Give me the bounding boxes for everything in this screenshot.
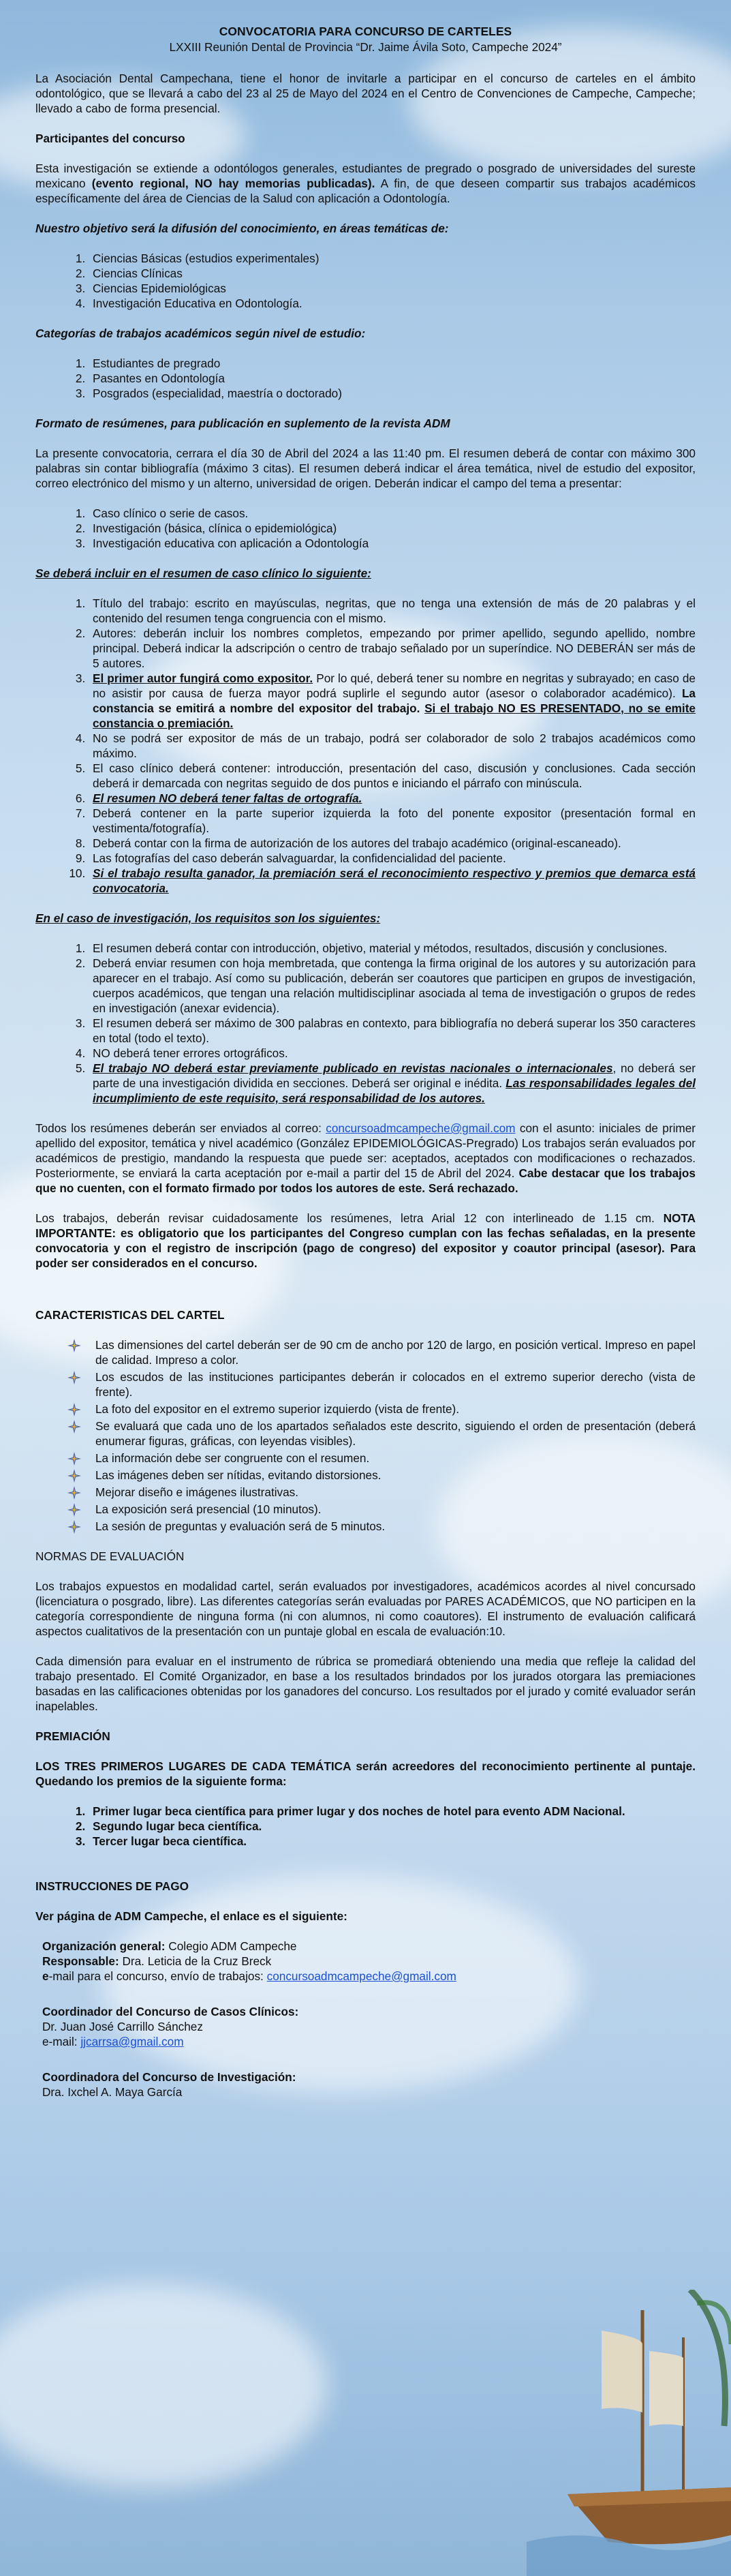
premiacion-heading: PREMIACIÓN — [35, 1729, 110, 1743]
list-item: 3. Investigación educativa con aplicación a Odontología — [89, 536, 696, 551]
label: -mail para el concurso, envío de trabajos: — [48, 1969, 267, 1983]
list-item: 1. Título del trabajo: escrito en mayúsculas, negritas, que no tenga una extensión de más de 20 palabras y el contenido del resumen tenga congruencia con el mismo. — [89, 596, 696, 626]
list-item — [67, 1401, 696, 1416]
formato-heading: Formato de resúmenes, para publicación en suplemento de la revista ADM — [35, 416, 450, 430]
list-item: 2. Segundo lugar beca científica. — [89, 1819, 696, 1834]
text: , no deberá ser parte de una investigación dividida en secciones. Deberá ser original e inédita. — [93, 1061, 696, 1090]
text: Por lo qué, deberá tener su nombre en negritas y subrayado; en caso de no asistir por causa de fuerza mayor podrá suplirle el segundo autor (asesor o colaborador académico). — [93, 671, 696, 700]
text: con el asunto: iniciales de primer apellido del expositor, temática y nivel académico (González EPIDEMIOLÓGICAS-Pregrado) Los trabajos serán evaluados por académicos de prestigio, mandando la respuesta que puede ser: aceptados, aceptados con modificaciones o rechazados. Posteriormente, se enviará la carta aceptación por e-mail a partir del 15 de Abril del 2024. — [35, 1121, 696, 1180]
list-item: 5. El caso clínico deberá contener: introducción, presentación del caso, discusión y conclusiones. Cada sección deberá ir demarcada con negritas seguido de dos puntos e iniciando el párrafo con minúscula. — [89, 761, 696, 791]
coordinator-name: Dra. Ixchel A. Maya García — [42, 2085, 183, 2099]
list-item-text: La foto del expositor en el extremo superior izquierdo (vista de frente). — [95, 1402, 460, 1416]
value: Colegio ADM Campeche — [165, 1939, 297, 1953]
objetivo-heading: Nuestro objetivo será la difusión del conocimiento, en áreas temáticas de: — [35, 222, 449, 235]
contact-line — [42, 1939, 696, 1954]
arrow-bullet-icon — [67, 1402, 82, 1417]
list-item: 8. Deberá contar con la firma de autorización de los autores del trabajo académico (original-escaneado). — [89, 836, 696, 851]
evaluacion-paragraph-1: Los trabajos expuestos en modalidad cartel, serán evaluados por investigadores, académicos acordes al nivel concursado (licenciatura o posgrado, libre). Las diferentes categorías serán evaluadas por PARES ACADÉMICOS, que NO participen en la categoría correspondiente de ninguna forma (ni con alumnos, ni como coautores). El instrumento de evaluación calificará aspectos cualitativos de la presentación con un puntaje global en escala de evaluación:10. — [35, 1579, 696, 1638]
list-item: 9. Las fotografías del caso deberán salvaguardar, la confidencialidad del paciente. — [89, 851, 696, 866]
list-item — [67, 1419, 696, 1449]
revision-paragraph — [35, 1211, 696, 1271]
list-item: 3. El resumen deberá ser máximo de 300 palabras en contexto, para bibliografía no deberá superar los 350 caracteres en total (todo el texto). — [89, 1016, 696, 1046]
pago-paragraph: Ver página de ADM Campeche, el enlace es el siguiente: — [35, 1909, 347, 1923]
contact-coord-investigacion — [42, 2070, 696, 2100]
text-bold-underline: Si el trabajo NO ES PRESENTADO, no se emite constancia o premiación. — [93, 701, 696, 730]
text: Todos los resúmenes deberán ser enviados al correo: — [35, 1121, 326, 1135]
coordinator-title: Coordinadora del Concurso de Investigación: — [42, 2070, 296, 2084]
text: Los trabajos, deberán revisar cuidadosamente los resúmenes, letra Arial 12 con interlineado de 1.15 cm. — [35, 1211, 664, 1225]
label: e-mail: — [42, 2035, 81, 2048]
contact-section — [35, 1939, 696, 2100]
contact-line — [42, 1969, 696, 1984]
label: e — [42, 1969, 49, 1983]
text-bold-italic-underline: El trabajo NO deberá estar previamente publicado en revistas nacionales o internacionales — [93, 1061, 613, 1075]
list-item-text: Las imágenes deben ser nítidas, evitando distorsiones. — [95, 1468, 382, 1482]
caso-clinico-list — [35, 596, 696, 896]
contact-general — [42, 1939, 696, 1984]
list-item: 3. Posgrados (especialidad, maestría o doctorado) — [89, 386, 696, 401]
list-item: 1. Estudiantes de pregrado — [89, 356, 696, 371]
participantes-heading: Participantes del concurso — [35, 132, 185, 145]
text-bold-italic-underline: Si el trabajo resulta ganador, la premiación será el reconocimiento respectivo y premios que demarca está convocatoria. — [93, 866, 696, 895]
text: A fin, de que deseen compartir sus trabajos académicos específicamente del área de Ciencias de la Salud con aplicación a Odontología. — [35, 177, 696, 205]
page-title: CONVOCATORIA PARA CONCURSO DE CARTELES — [219, 25, 512, 38]
list-item-text: Mejorar diseño e imágenes ilustrativas. — [95, 1485, 299, 1499]
categorias-list — [35, 356, 696, 401]
list-item — [67, 1502, 696, 1517]
list-item: 3. Tercer lugar beca científica. — [89, 1834, 696, 1849]
list-item-text: La exposición será presencial (10 minutos). — [95, 1502, 322, 1516]
list-item: 1. Primer lugar beca científica para primer lugar y dos noches de hotel para evento ADM Nacional. — [89, 1804, 696, 1819]
list-item — [89, 671, 696, 731]
list-item — [89, 866, 696, 896]
list-item: 4. NO deberá tener errores ortográficos. — [89, 1046, 696, 1061]
list-item: 2. Ciencias Clínicas — [89, 266, 696, 281]
text-bold-italic-underline: Las responsabilidades legales del incumplimiento de este requisito, será responsabilidad de los autores. — [93, 1076, 696, 1105]
list-item — [67, 1369, 696, 1399]
arrow-bullet-icon — [67, 1370, 82, 1385]
premiacion-paragraph: LOS TRES PRIMEROS LUGARES DE CADA TEMÁTICA serán acreedores del reconocimiento pertinente al puntaje. Quedando los premios de la siguiente forma: — [35, 1759, 696, 1788]
list-item-text: La información debe ser congruente con el resumen. — [95, 1451, 370, 1465]
email-link[interactable]: concursoadmcampeche@gmail.com — [326, 1121, 516, 1135]
objetivo-list — [35, 251, 696, 311]
list-item: 2. Investigación (básica, clínica o epidemiológica) — [89, 521, 696, 536]
list-item — [67, 1519, 696, 1534]
investigacion-list — [35, 941, 696, 1106]
text-bold-underline: El primer autor fungirá como expositor. — [93, 671, 313, 685]
evaluacion-paragraph-2: Cada dimensión para evaluar en el instrumento de rúbrica se promediará obteniendo una media que refleje la calidad del trabajo presentado. El Comité Organizador, en base a los resultados brindados por los jurados otorgara las premiaciones basadas en las calificaciones obtenidas por los ganadores del concurso. Los resultados por el jurado y comité evaluador serán inapelables. — [35, 1654, 696, 1713]
list-item: 2. Autores: deberán incluir los nombres completos, empezando por primer apellido, segundo apellido, nombre principal. Deberá indicar la adscripción o centro de trabajo señalado por un superíndice. NO DEBERÁN ser más de 5 autores. — [89, 626, 696, 671]
text: Esta investigación se extiende a odontólogos generales, estudiantes de pregrado o posgrado de universidades del sureste mexicano — [35, 162, 696, 190]
list-item: 1. El resumen deberá contar con introducción, objetivo, material y métodos, resultados, discusión y conclusiones. — [89, 941, 696, 956]
list-item: 7. Deberá contener en la parte superior izquierda la foto del ponente expositor (presentación formal en vestimenta/fotografía). — [89, 806, 696, 836]
list-item: 3. Ciencias Epidemiológicas — [89, 281, 696, 296]
arrow-bullet-icon — [67, 1338, 82, 1353]
text-bold: La constancia se emitirá a nombre del expositor del trabajo. — [93, 686, 696, 715]
caso-clinico-heading: Se deberá incluir en el resumen de caso clínico lo siguiente: — [35, 566, 371, 580]
text-bold: (evento regional, NO hay memorias publicadas). — [91, 177, 375, 190]
cloud-decoration — [0, 2284, 327, 2488]
page-subtitle: LXXIII Reunión Dental de Provincia “Dr. Jaime Ávila Soto, Campeche 2024” — [169, 40, 562, 54]
label: Organización general: — [42, 1939, 166, 1953]
text-bold: Cabe destacar que los trabajos que no cuenten, con el formato firmado por todos los autores de este. Será rechazado. — [35, 1166, 696, 1195]
coordinator-title: Coordinador del Concurso de Casos Clínicos: — [42, 2005, 299, 2018]
list-item — [67, 1337, 696, 1367]
formato-list — [35, 506, 696, 551]
email-link[interactable]: concursoadmcampeche@gmail.com — [266, 1969, 456, 1983]
arrow-bullet-icon — [67, 1451, 82, 1466]
premiacion-list — [35, 1804, 696, 1849]
list-item — [67, 1485, 696, 1500]
contact-coord-casos — [42, 2004, 696, 2049]
arrow-bullet-icon — [67, 1468, 82, 1483]
caracteristicas-list — [35, 1337, 696, 1534]
caracteristicas-heading: CARACTERISTICAS DEL CARTEL — [35, 1308, 225, 1322]
list-item-text: La sesión de preguntas y evaluación será de 5 minutos. — [95, 1519, 386, 1533]
arrow-bullet-icon — [67, 1502, 82, 1517]
list-item: 1. Caso clínico o serie de casos. — [89, 506, 696, 521]
list-item — [67, 1468, 696, 1483]
value: Dra. Leticia de la Cruz Breck — [119, 1954, 272, 1968]
list-item — [89, 791, 696, 806]
list-item-text: Los escudos de las instituciones participantes deberán ir colocados en el extremo superior derecho (vista de frente). — [95, 1370, 696, 1399]
pago-heading: INSTRUCCIONES DE PAGO — [35, 1879, 189, 1893]
list-item: 4. No se podrá ser expositor de más de un trabajo, podrá ser colaborador de solo 2 trabajos académicos como máximo. — [89, 731, 696, 761]
arrow-bullet-icon — [67, 1519, 82, 1534]
arrow-bullet-icon — [67, 1419, 82, 1434]
ship-illustration — [527, 2290, 731, 2576]
contact-line — [42, 1954, 696, 1969]
list-item — [89, 1061, 696, 1106]
list-item-text: Las dimensiones del cartel deberán ser de 90 cm de ancho por 120 de largo, en posición vertical. Impreso en papel de calidad. Impreso a color. — [95, 1338, 696, 1367]
intro-paragraph: La Asociación Dental Campechana, tiene el honor de invitarle a participar en el concurso de carteles en el ámbito odontológico, que se llevará a cabo del 23 al 25 de Mayo del 2024 en el Centro de Convenciones de Campeche, Campeche; llevado a cabo de forma presencial. — [35, 72, 696, 115]
list-item: 2. Deberá enviar resumen con hoja membretada, que contenga la firma original de los autores y su autorización para aparecer en el trabajo. Así como su publicación, deberán ser coautores que participen en grupos de investigación, cuerpos académicos, que tengan una relación multidisciplinar asociada al tema de investigación o grupos de redes en investigación (anexar evidencia). — [89, 956, 696, 1016]
evaluacion-heading: NORMAS DE EVALUACIÓN — [35, 1549, 185, 1563]
contact-line — [42, 2034, 696, 2049]
email-link[interactable]: jjcarrsa@gmail.com — [80, 2035, 184, 2048]
formato-paragraph: La presente convocatoria, cerrara el día 30 de Abril del 2024 a las 11:40 pm. El resumen deberá de contar con máximo 300 palabras sin contar bibliografía (máximo 3 citas). El resumen deberá indicar el área temática, nivel de estudio del expositor, correo electrónico del mismo y un alterno, universidad de origen. Deberán indicar el campo del tema a presentar: — [35, 446, 696, 490]
label: Responsable: — [42, 1954, 119, 1968]
categorias-heading: Categorías de trabajos académicos según nivel de estudio: — [35, 327, 366, 340]
list-item: 1. Ciencias Básicas (estudios experimentales) — [89, 251, 696, 266]
envio-paragraph — [35, 1121, 696, 1196]
list-item-text: Se evaluará que cada uno de los apartados señalados este descrito, siguiendo el orden de presentación (deberá enumerar figuras, gráficas, con leyendas visibles). — [95, 1419, 696, 1448]
participantes-paragraph — [35, 161, 696, 206]
coordinator-name: Dr. Juan José Carrillo Sánchez — [42, 2020, 203, 2033]
text-bold: NOTA IMPORTANTE: es obligatorio que los participantes del Congreso cumplan con las fechas señaladas, en la presente convocatoria y con el registro de inscripción (pago de congreso) del expositor y coautor principal (asesor). Para poder ser considerados en el concurso. — [35, 1211, 696, 1270]
list-item: 4. Investigación Educativa en Odontología. — [89, 296, 696, 311]
list-item: 2. Pasantes en Odontología — [89, 371, 696, 386]
investigacion-heading: En el caso de investigación, los requisitos son los siguientes: — [35, 911, 381, 925]
list-item — [67, 1451, 696, 1466]
arrow-bullet-icon — [67, 1485, 82, 1500]
text-bold-italic-underline: El resumen NO deberá tener faltas de ortografía. — [93, 791, 362, 805]
